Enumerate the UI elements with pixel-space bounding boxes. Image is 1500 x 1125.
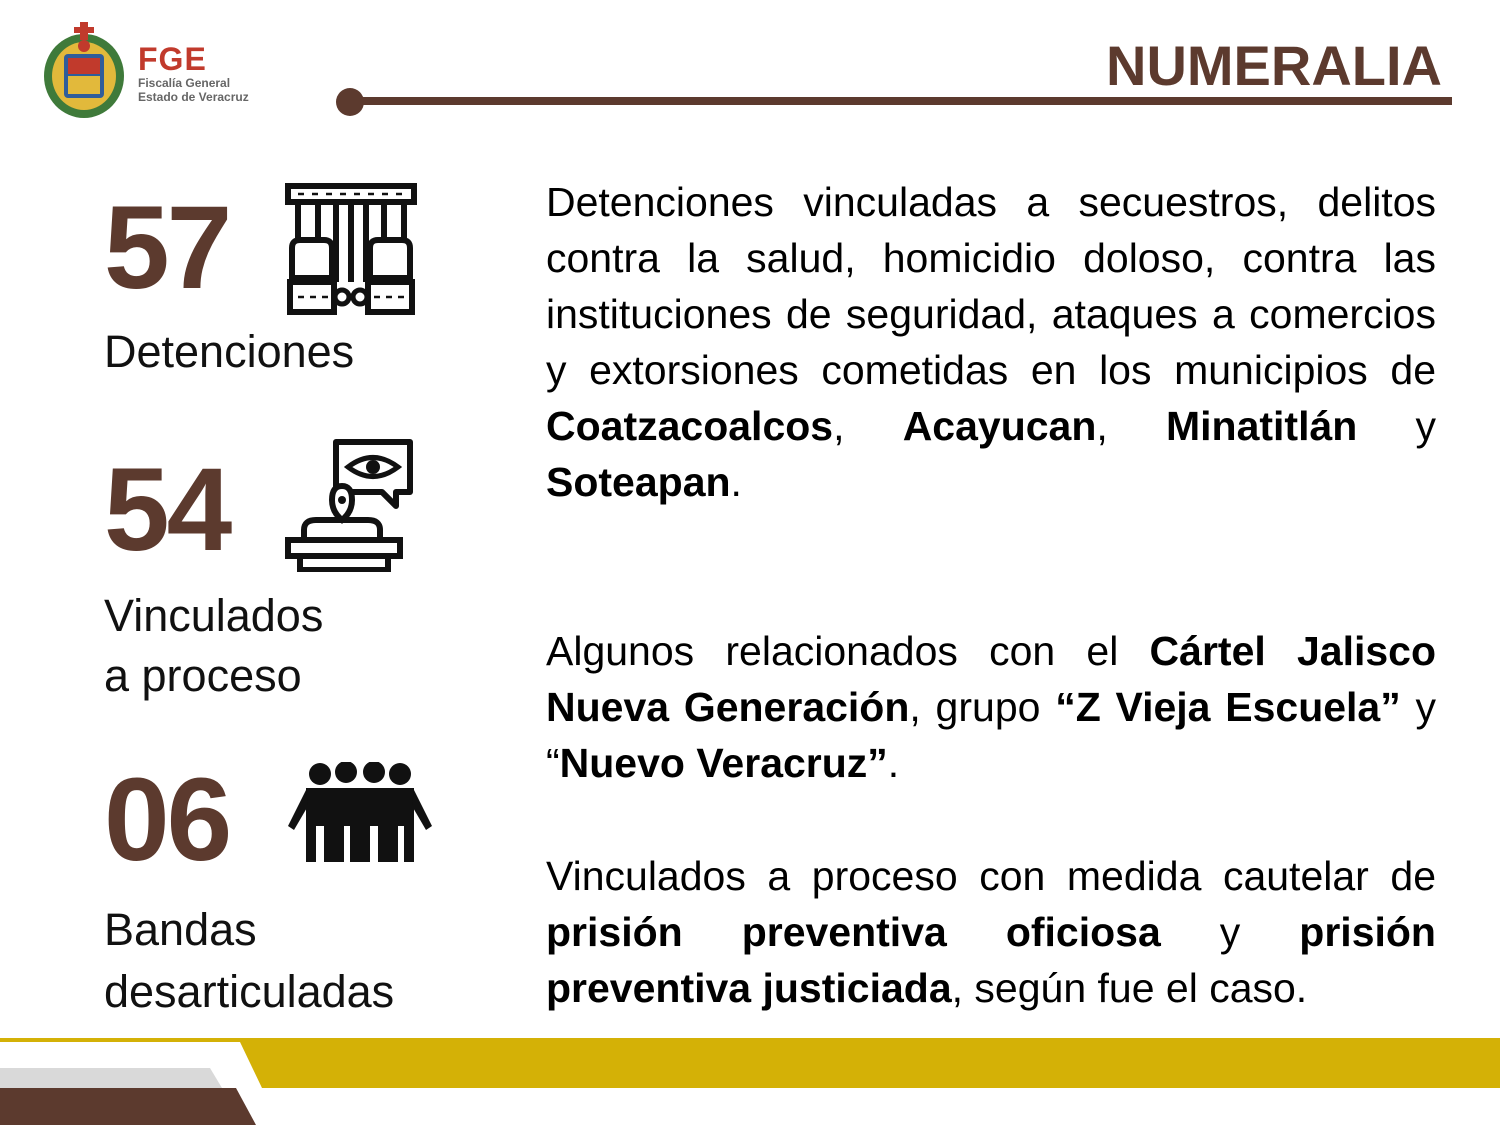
paragraph-medida-cautelar: Vinculados a proceso con medida cautelar de prisión preventiva oficiosa y prisión preventiva justiciada, según fue el caso.	[546, 853, 1436, 1011]
stat-bandas-label-line1: Bandas	[104, 904, 257, 955]
paragraph-detenciones: Detenciones vinculadas a secuestros, delitos contra la salud, homicidio doloso, contra las instituciones de seguridad, ataques a comercios y extorsiones cometidas en los municipios de Coatzacoalcos, Acayucan, Minatitlán y Soteapan.	[546, 179, 1436, 505]
stat-vinculados-label-line1: Vinculados	[104, 590, 324, 641]
logo-line-2: Estado de Veracruz	[138, 90, 249, 104]
footer-decorative-band	[0, 1030, 1500, 1125]
stat-vinculados-number: 54	[104, 444, 230, 576]
paragraph-carteles: Algunos relacionados con el Cártel Jalisco Nueva Generación, grupo “Z Vieja Escuela” y “Nuevo Veracruz”.	[546, 628, 1437, 786]
page-title: NUMERALIA	[1106, 34, 1442, 97]
stat-detenciones-number: 57	[104, 182, 230, 314]
logo-line-1: Fiscalía General	[138, 76, 231, 90]
stat-detenciones-label: Detenciones	[104, 326, 355, 377]
title-underline	[350, 97, 1452, 105]
stat-bandas-label-line2: desarticuladas	[104, 966, 395, 1017]
logo-abbreviation: FGE	[138, 41, 207, 77]
stat-bandas-number: 06	[104, 754, 230, 886]
fge-logo	[42, 20, 272, 120]
group-people-icon	[284, 762, 436, 864]
jail-bars-hands-icon	[284, 182, 418, 318]
person-podium-eye-icon	[284, 436, 416, 572]
stat-vinculados-label-line2: a proceso	[104, 650, 302, 701]
title-underline-dot	[336, 88, 364, 116]
veracruz-seal-icon	[42, 20, 126, 120]
